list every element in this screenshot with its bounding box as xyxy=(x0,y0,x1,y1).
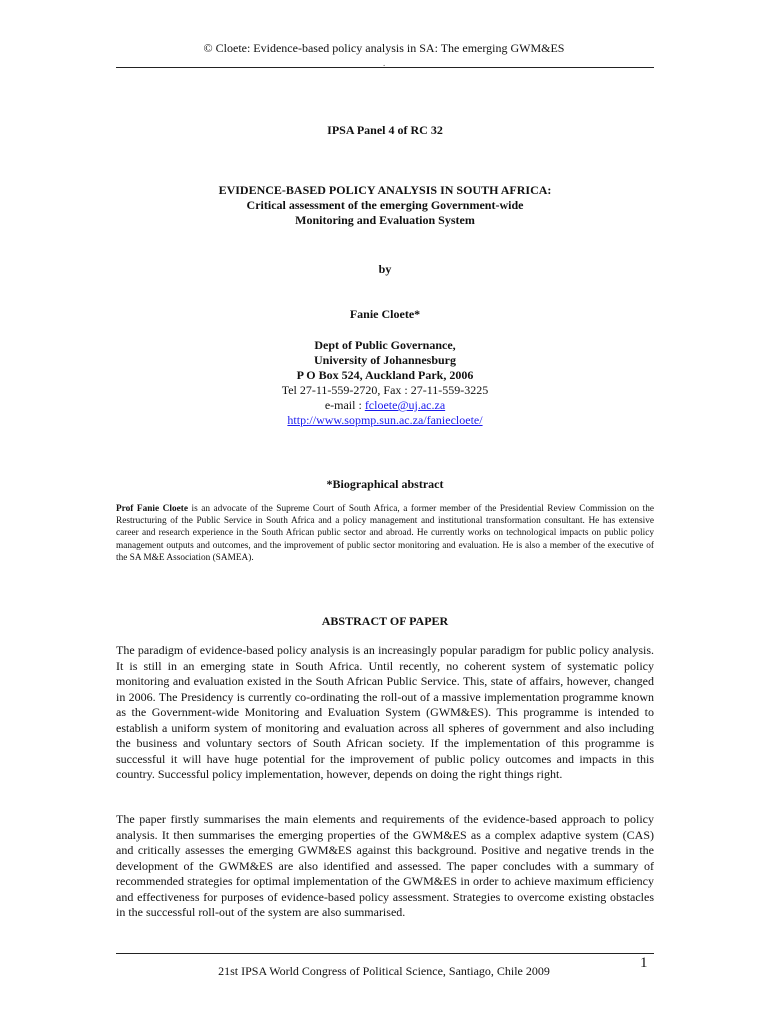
bio-name: Prof Fanie Cloete xyxy=(116,504,188,514)
affiliation-dept: Dept of Public Governance, xyxy=(314,338,456,352)
abstract-paragraph-1: The paradigm of evidence-based policy analysis is an increasingly popular paradigm for public policy analysis. It is still in an emerging state in South Africa. Until recently, no coherent system of systematic policy monitoring and evaluation existed in the South African Public Service. This, state of affairs, however, changed in 2006. The Presidency is currently co-ordinating the roll-out of a massive implementation programme known as the Government-wide Monitoring and Evaluation System (GWM&ES). This programme is intended to establish a uniform system of monitoring and evaluation across all spheres of government and also including the business and voluntary sectors of South African society. If the implementation of this programme is successful it will have huge potential for the improvement of public policy outcomes and impacts in this country. Successful policy implementation, however, depends on doing the right things right. xyxy=(116,643,654,781)
bio-heading: *Biographical abstract xyxy=(326,477,444,491)
email-label: e-mail : xyxy=(324,398,365,412)
bio-text: is an advocate of the Supreme Court of South Africa, a former member of the Presidential Review Commission on the Restructuring of the Public Service in South Africa and a policy management and institutional transformation consultant. He has extensive career and research experience in the South African public sector and abroad. He currently works on technological impacts on public policy management outputs and outcomes, and the improvement of public sector monitoring and evaluation. He is also a member of the executive of the SA M&E Association (SAMEA). xyxy=(116,504,654,563)
paper-title xyxy=(116,183,654,228)
affiliation-university: University of Johannesburg xyxy=(313,353,456,367)
website-link[interactable]: http://www.sopmp.sun.ac.za/faniecloete/ xyxy=(287,413,483,427)
affiliation-website-line xyxy=(116,413,654,428)
by-label: by xyxy=(378,262,392,276)
affiliation-phone: Tel 27-11-559-2720, Fax : 27-11-559-3225 xyxy=(281,383,489,397)
page-number: 1 xyxy=(640,955,648,971)
title-line-3: Monitoring and Evaluation System xyxy=(295,213,475,227)
bio-paragraph xyxy=(116,503,654,564)
abstract-heading: ABSTRACT OF PAPER xyxy=(321,614,449,628)
abstract-paragraph-2: The paper firstly summarises the main elements and requirements of the evidence-based approach to policy analysis. It then summarises the emerging properties of the GWM&ES as a complex adaptive system (CAS) and critically assesses the emerging GWM&ES against this background. Positive and negative trends in the development of the GWM&ES are also identified and assessed. The paper concludes with a summary of recommended strategies for optimal implementation of the GWM&ES in order to achieve maximum efficiency and effectiveness for purposes of evidence-based policy assessment. Strategies to overcome existing obstacles in the successful roll-out of the system are also summarised. xyxy=(116,812,654,919)
running-header: © Cloete: Evidence-based policy analysis in SA: The emerging GWM&ES xyxy=(203,41,565,55)
affiliation-address: P O Box 524, Auckland Park, 2006 xyxy=(296,368,474,382)
footer-rule xyxy=(116,953,654,954)
footer-conference: 21st IPSA World Congress of Political Science, Santiago, Chile 2009 xyxy=(218,964,550,978)
affiliation-email-line xyxy=(116,398,654,413)
header-rule xyxy=(116,67,654,68)
author-name: Fanie Cloete* xyxy=(349,307,421,321)
header-dot: . xyxy=(383,58,386,68)
affiliation-block xyxy=(116,338,654,428)
title-line-1: EVIDENCE-BASED POLICY ANALYSIS IN SOUTH AFRICA: xyxy=(218,183,552,197)
panel-label: IPSA Panel 4 of RC 32 xyxy=(327,123,443,137)
title-line-2: Critical assessment of the emerging Government-wide xyxy=(246,198,524,212)
email-link[interactable]: fcloete@uj.ac.za xyxy=(364,398,446,412)
